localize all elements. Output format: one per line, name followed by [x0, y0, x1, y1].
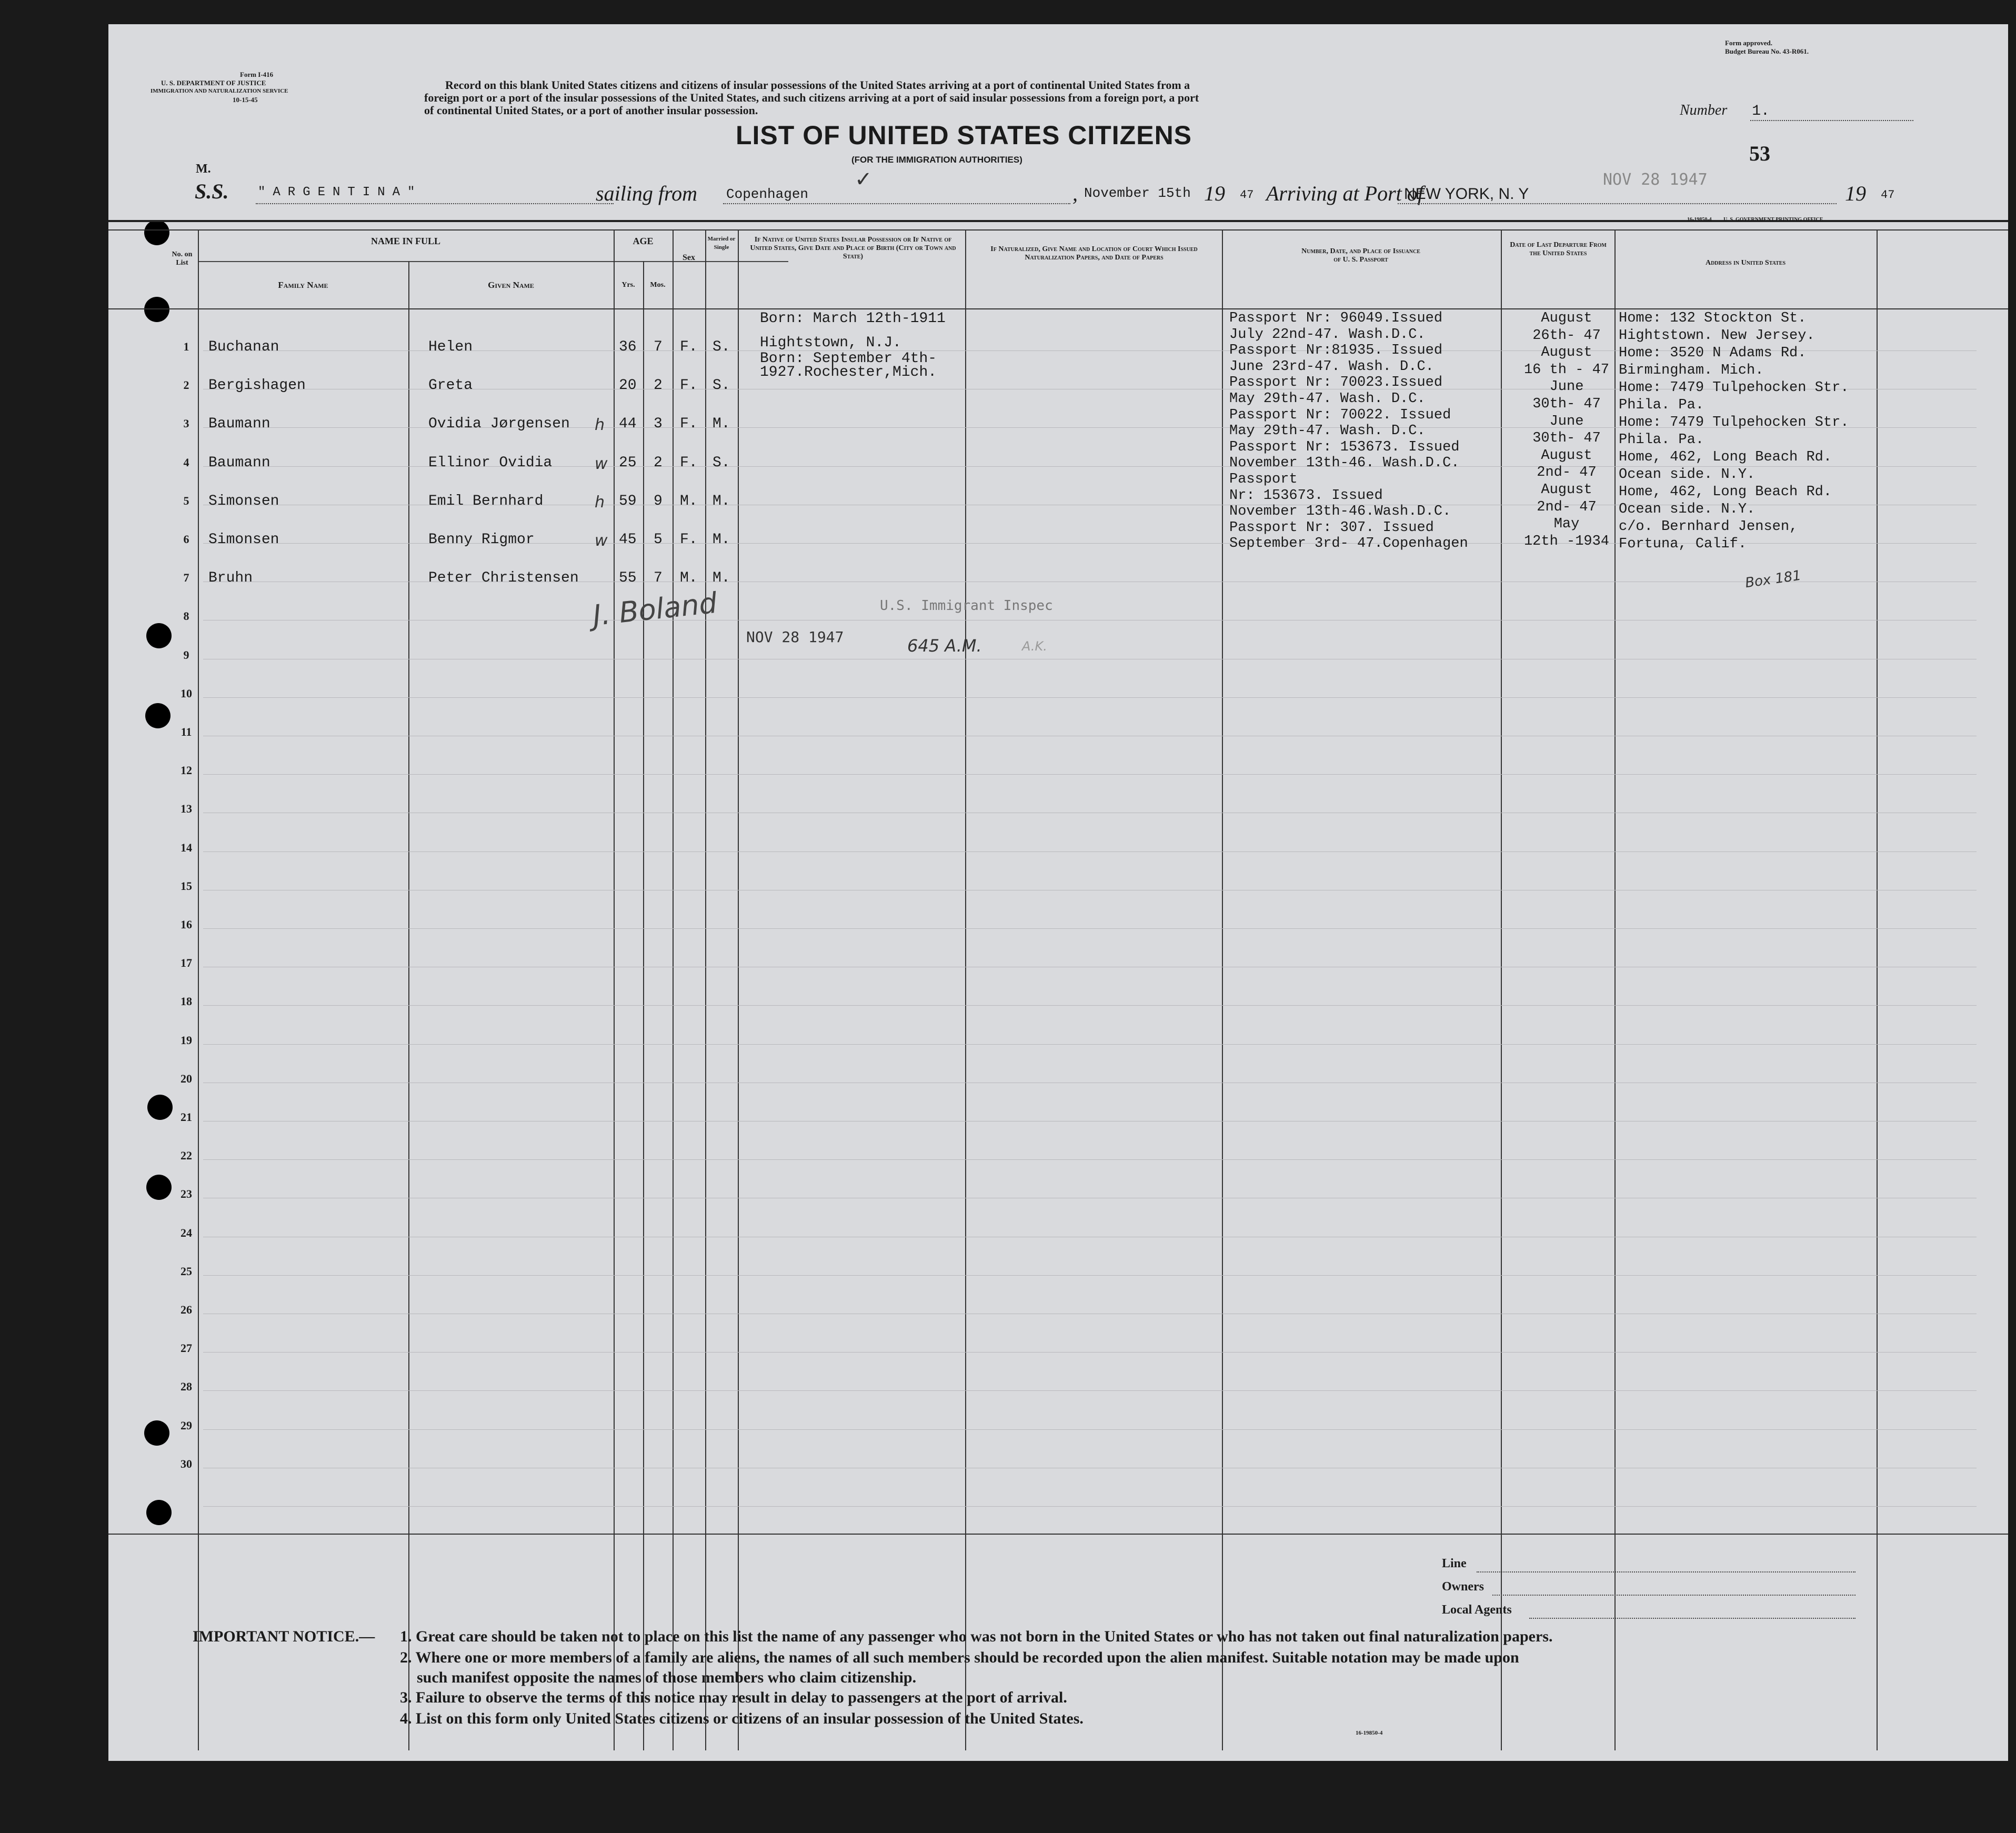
marital-status: S. — [713, 377, 730, 394]
sex: F. — [680, 339, 698, 355]
header-native: If Native of United States Insular Possession or If Native of United States, Give Date and Place of Birth (City or Town and State) — [750, 236, 956, 261]
native-entry: 1927.Rochester,Mich. — [760, 364, 937, 380]
notice-item: 4. List on this form only United States citizens or citizens of an insular possession of the United States. — [400, 1710, 1084, 1727]
marital-status: S. — [713, 339, 730, 355]
footer-line-label: Line — [1442, 1557, 1467, 1570]
service: IMMIGRATION AND NATURALIZATION SERVICE — [151, 88, 288, 94]
col-line — [738, 229, 739, 1750]
passport-line: Passport Nr: 96049.Issued — [1229, 310, 1443, 326]
row-rule — [203, 774, 1977, 775]
line-number: 10 — [180, 686, 192, 700]
line-number: 1 — [183, 340, 189, 353]
header-passport: Number, Date, and Place of Issuance of U. S. Passport — [1301, 247, 1420, 264]
given-name: Benny Rigmor — [428, 532, 535, 548]
ship-name: "ARGENTINA" — [258, 185, 423, 199]
line-number: 6 — [183, 533, 189, 546]
form-number: Form I-416 — [240, 71, 274, 78]
header-no-on-list: No. on List — [172, 251, 193, 267]
given-name: Ovidia Jørgensen — [428, 416, 570, 433]
col-line — [965, 229, 966, 1750]
handwritten-mark: w — [595, 454, 608, 473]
passport-line: Passport Nr: 307. Issued — [1229, 519, 1434, 536]
departure-line: August — [1541, 447, 1592, 464]
header-family-name: Family Name — [278, 280, 328, 290]
line-number: 30 — [180, 1457, 192, 1470]
header-naturalized: If Naturalized, Give Name and Location of Court Which Issued Naturalization Papers, and Date of Papers — [990, 245, 1198, 262]
age-years: 20 — [619, 377, 637, 394]
line-number: 20 — [180, 1071, 192, 1085]
passport-line: November 13th-46.Wash.D.C. — [1229, 504, 1451, 520]
marital-status: M. — [713, 570, 730, 587]
row-rule — [203, 1044, 1977, 1045]
line-number: 18 — [180, 995, 192, 1008]
age-months: 5 — [654, 532, 663, 548]
notice-item: 1. Great care should be taken not to place on this list the name of any passenger who was not born in the United States or who has not taken out final naturalization papers. — [400, 1628, 1553, 1645]
printer-code — [1687, 216, 1823, 224]
arrival-underline — [1398, 203, 1837, 204]
header-top-line — [108, 229, 2008, 231]
departure-line: May — [1553, 516, 1580, 533]
address-line: c/o. Bernhard Jensen, — [1619, 519, 1798, 535]
family-name: Bergishagen — [208, 377, 306, 394]
department: U. S. DEPARTMENT OF JUSTICE — [161, 79, 266, 87]
year-prefix: 19 — [1204, 182, 1225, 205]
punch-hole — [146, 1500, 172, 1525]
passport-line: Passport Nr: 70022. Issued — [1229, 407, 1451, 423]
printer-text: U. S. GOVERNMENT PRINTING OFFICE — [1723, 217, 1823, 223]
row-rule — [203, 1390, 1977, 1391]
header-bottom-line — [108, 308, 2008, 309]
age-years: 55 — [619, 570, 637, 587]
line-number: 21 — [180, 1110, 192, 1124]
year-suffix: 47 — [1240, 188, 1254, 202]
ship-underline — [256, 203, 614, 204]
departure-line: 16 th - 47 — [1523, 362, 1610, 378]
line-number: 8 — [183, 609, 189, 623]
passport-line: May 29th-47. Wash. D.C. — [1229, 391, 1426, 407]
col-line — [705, 229, 706, 1750]
passport-line: Passport — [1229, 472, 1298, 487]
passport-line: June 23rd-47. Wash. D.C. — [1229, 358, 1434, 375]
marital-status: S. — [713, 454, 730, 471]
line-number: 19 — [180, 1033, 192, 1047]
printer-code-text: 16-19850-4 — [1687, 217, 1712, 223]
form-sheet — [108, 24, 2008, 1761]
passport-line: Nr: 153673. Issued — [1229, 487, 1383, 504]
line-number: 16 — [180, 918, 192, 931]
notice-item: such manifest opposite the names of those members who claim citizenship. — [417, 1669, 917, 1686]
line-number: 13 — [180, 802, 192, 816]
line-number: 26 — [180, 1303, 192, 1316]
footer-owners-label: Owners — [1442, 1580, 1484, 1594]
age-months: 7 — [654, 570, 663, 587]
sex: M. — [680, 570, 698, 587]
handwritten-mark: h — [595, 493, 605, 512]
departure-line: June — [1549, 413, 1584, 429]
row-rule — [203, 1429, 1977, 1430]
budget-number: Budget Bureau No. 43-R061. — [1725, 47, 1809, 55]
inspector-signature: J. Boland — [591, 586, 719, 633]
page-title: LIST OF UNITED STATES CITIZENS — [736, 121, 1192, 150]
line-number: 28 — [180, 1380, 192, 1394]
record-instruction — [424, 79, 1199, 117]
address-line: Home: 3520 N Adams Rd. — [1619, 345, 1807, 361]
line-number: 3 — [183, 417, 189, 430]
handwritten-mark: h — [595, 416, 605, 435]
native-entry: Born: March 12th-1911 — [760, 310, 946, 327]
native-entry: Hightstown, N.J. — [760, 335, 901, 351]
comma-1: , — [1072, 182, 1078, 205]
line-number: 29 — [180, 1418, 192, 1432]
line-number: 4 — [183, 455, 189, 469]
line-number: 14 — [180, 840, 192, 854]
age-years: 45 — [619, 532, 637, 548]
header-married-single: Married or Single — [707, 236, 736, 251]
line-number: 17 — [180, 956, 192, 970]
col-line — [1877, 229, 1878, 1750]
line-number: 2 — [183, 378, 189, 392]
address-line: Home, 462, Long Beach Rd. — [1619, 449, 1832, 465]
inspector-stamp: U.S. Immigrant Inspec — [880, 598, 1053, 614]
footer-agents-label: Local Agents — [1442, 1603, 1512, 1617]
departure-line: 2nd- 47 — [1537, 499, 1597, 515]
departure-line: August — [1541, 310, 1592, 326]
given-name: Helen — [428, 339, 473, 355]
notice-label: IMPORTANT NOTICE.— — [193, 1628, 375, 1645]
record-line: of continental United States, or a port of another insular possession. — [424, 104, 758, 117]
departure-line: 30th- 47 — [1532, 430, 1601, 447]
address-line: Home: 7479 Tulpehocken Str. — [1619, 380, 1849, 396]
footer-line-dots — [1477, 1571, 1855, 1572]
port-underline — [723, 203, 1070, 204]
address-line: Birmingham. Mich. — [1619, 363, 1764, 378]
footer-owners-dots — [1492, 1595, 1855, 1596]
sailing-label: sailing from — [596, 182, 697, 205]
age-months: 3 — [654, 416, 663, 433]
passport-line: November 13th-46. Wash.D.C. — [1229, 455, 1460, 472]
ss-label: S.S. — [195, 179, 229, 203]
footer-agents-dots — [1529, 1618, 1855, 1619]
line-number: 5 — [183, 494, 189, 507]
arrival-port: NEW YORK, N. Y — [1404, 185, 1529, 203]
arrival-year-prefix: 19 — [1845, 182, 1866, 205]
age-months: 7 — [654, 339, 663, 355]
given-name: Ellinor Ovidia — [428, 454, 553, 471]
row-rule — [203, 1506, 1977, 1507]
header-sex: Sex — [683, 253, 695, 262]
family-name: Buchanan — [208, 339, 279, 355]
line-number: 27 — [180, 1341, 192, 1355]
col-line — [673, 229, 674, 1750]
record-line: Record on this blank United States citizens and citizens of insular possessions of the United States arriving at a port of continental United States from a — [445, 78, 1190, 92]
row-rule — [203, 1005, 1977, 1006]
age-years: 36 — [619, 339, 637, 355]
line-number: 23 — [180, 1187, 192, 1201]
family-name: Baumann — [208, 416, 270, 433]
page-subtitle: (FOR THE IMMIGRATION AUTHORITIES) — [851, 155, 1022, 165]
sailing-port: Copenhagen — [726, 186, 809, 202]
number-label: Number — [1680, 102, 1728, 118]
age-months: 2 — [654, 454, 663, 471]
departure-line: 2nd- 47 — [1537, 465, 1597, 481]
sex: F. — [680, 416, 698, 433]
header-given-name: Given Name — [488, 280, 534, 290]
col-line — [1222, 229, 1223, 1750]
address-line: Hightstown. New Jersey. — [1619, 328, 1815, 344]
line-number: 24 — [180, 1226, 192, 1239]
address-line: Ocean side. N.Y. — [1619, 502, 1756, 517]
inspector-initials: A.K. — [1022, 639, 1047, 654]
arriving-label: Arriving at Port of — [1266, 182, 1423, 205]
address-line: Ocean side. N.Y. — [1619, 467, 1756, 483]
form-approved: Form approved. — [1725, 39, 1773, 47]
number-value: 1. — [1752, 103, 1770, 119]
handwritten-mark: w — [595, 532, 608, 550]
passport-line: May 29th-47. Wash. D.C. — [1229, 423, 1426, 439]
family-name: Simonsen — [208, 532, 279, 548]
address-line: Home: 132 Stockton St. — [1619, 310, 1807, 326]
check-mark-icon: ✓ — [855, 167, 872, 192]
address-line: Phila. Pa. — [1619, 432, 1704, 448]
address-line: Home, 462, Long Beach Rd. — [1619, 484, 1832, 500]
sex: F. — [680, 377, 698, 394]
sex: F. — [680, 454, 698, 471]
row-rule — [203, 1352, 1977, 1353]
notice-item: 3. Failure to observe the terms of this notice may result in delay to passengers at the port of arrival. — [400, 1689, 1067, 1706]
departure-line: August — [1541, 345, 1592, 361]
address-line: Phila. Pa. — [1619, 397, 1704, 413]
given-name: Greta — [428, 377, 473, 394]
passport-line: September 3rd- 47.Copenhagen — [1229, 536, 1468, 552]
number-underline — [1750, 120, 1913, 121]
header-yrs: Yrs. — [621, 281, 635, 289]
sex: F. — [680, 532, 698, 548]
row-rule — [203, 1159, 1977, 1160]
punch-hole — [144, 220, 169, 245]
age-months: 9 — [654, 493, 663, 509]
line-number: 9 — [183, 648, 189, 662]
age-years: 44 — [619, 416, 637, 433]
line-number: 25 — [180, 1264, 192, 1278]
address-line: Fortuna, Calif. — [1619, 536, 1747, 552]
header-address: Address in United States — [1705, 259, 1786, 267]
departure-line: August — [1541, 482, 1592, 498]
punch-hole — [144, 1420, 169, 1446]
punch-hole — [145, 703, 170, 728]
row-rule — [203, 1275, 1977, 1276]
col-line — [1501, 229, 1502, 1750]
list-number — [1680, 102, 1770, 119]
family-name: Baumann — [208, 454, 270, 471]
given-name: Emil Bernhard — [428, 493, 544, 509]
row-rule — [203, 697, 1977, 698]
line-number: 22 — [180, 1149, 192, 1163]
age-years: 59 — [619, 493, 637, 509]
date-stamp: NOV 28 1947 — [746, 628, 844, 646]
sex: M. — [680, 493, 698, 509]
departure-line: 26th- 47 — [1532, 327, 1601, 344]
form-date-code: 10-15-45 — [233, 96, 258, 104]
passport-line: July 22nd-47. Wash.D.C. — [1229, 326, 1426, 343]
record-line: foreign port or a port of the insular possessions of the United States, and such citizens arriving at a port of said insular possessions from a foreign port, a port — [424, 91, 1199, 104]
row-rule — [203, 928, 1977, 929]
address-line: Home: 7479 Tulpehocken Str. — [1619, 415, 1849, 430]
line-number: 12 — [180, 764, 192, 777]
notice-item: 2. Where one or more members of a family are aliens, the names of all such members should be recorded upon the alien manifest. Suitable notation may be made upon — [400, 1649, 1519, 1666]
page-number: 53 — [1749, 142, 1770, 165]
footer-top-line — [108, 1534, 2008, 1535]
line-number: 15 — [180, 879, 192, 893]
col-line — [614, 229, 615, 1750]
time-annotation: 645 A.M. — [907, 636, 982, 656]
punch-hole — [146, 623, 172, 648]
punch-hole — [146, 1175, 172, 1200]
sailing-date: November 15th — [1084, 185, 1191, 201]
given-name: Peter Christensen — [428, 570, 579, 587]
passport-line: Passport Nr: 70023.Issued — [1229, 375, 1443, 391]
header-mos: Mos. — [650, 281, 666, 289]
header-departure: Date of Last Departure From the United States — [1510, 241, 1607, 257]
native-entry: Born: September 4th- — [760, 350, 937, 367]
arrival-year-suffix: 47 — [1881, 188, 1895, 202]
age-months: 2 — [654, 377, 663, 394]
departure-line: 12th -1934 — [1523, 533, 1610, 549]
passport-line: Passport Nr: 153673. Issued — [1229, 439, 1460, 455]
departure-line: June — [1549, 379, 1584, 395]
m-label: M. — [196, 162, 211, 176]
family-name: Simonsen — [208, 493, 279, 509]
punch-hole — [144, 297, 169, 322]
arrival-stamp: NOV 28 1947 — [1603, 171, 1708, 189]
box-annotation: Box 181 — [1744, 567, 1802, 592]
family-name: Bruhn — [208, 570, 253, 587]
header-name-in-full: NAME IN FULL — [370, 236, 440, 246]
marital-status: M. — [713, 532, 730, 548]
marital-status: M. — [713, 416, 730, 433]
marital-status: M. — [713, 493, 730, 509]
departure-line: 30th- 47 — [1532, 396, 1601, 412]
line-number: 7 — [183, 571, 189, 585]
passport-line: Passport Nr:81935. Issued — [1229, 343, 1443, 359]
line-number: 11 — [180, 725, 192, 738]
age-years: 25 — [619, 454, 637, 471]
footer-code: 16-19850-4 — [1356, 1730, 1383, 1736]
header-age: AGE — [633, 236, 654, 246]
punch-hole — [147, 1095, 173, 1120]
